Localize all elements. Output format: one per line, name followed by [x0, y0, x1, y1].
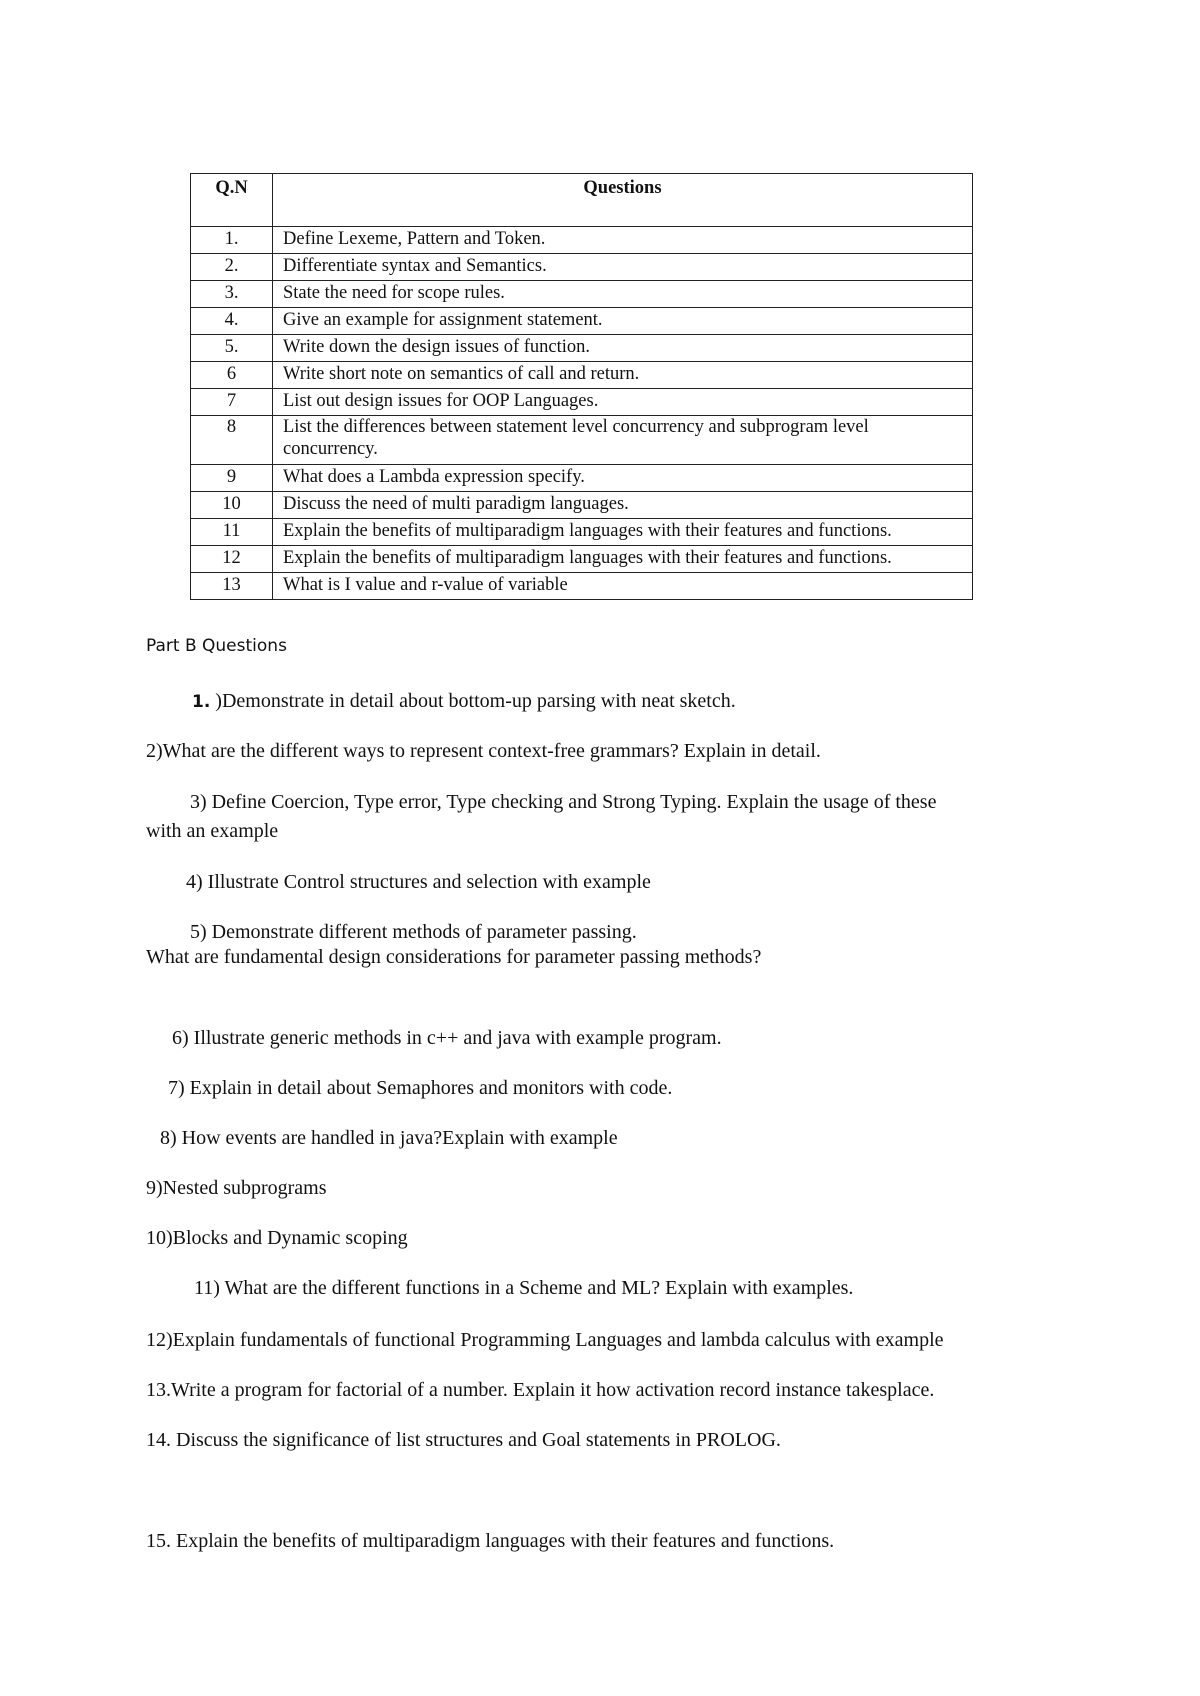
header-questions: Questions — [273, 174, 973, 227]
part-b-question-3-line-2: with an example — [146, 820, 279, 842]
question-number: 5. — [191, 335, 273, 362]
table-row — [191, 227, 973, 254]
part-b-question-11: 11) What are the different functions in a Scheme and ML? Explain with examples. — [194, 1277, 854, 1299]
question-text: Discuss the need of multi paradigm languages. — [273, 492, 973, 519]
question-text: Write down the design issues of function. — [273, 335, 973, 362]
question-number: 4. — [191, 308, 273, 335]
header-qn: Q.N — [191, 174, 273, 227]
table-row — [191, 335, 973, 362]
table-row — [191, 281, 973, 308]
part-b-question-3-line-1: 3) Define Coercion, Type error, Type checking and Strong Typing. Explain the usage of these — [190, 791, 937, 813]
question-text: List the differences between statement level concurrency and subprogram level concurrency. — [273, 416, 973, 465]
part-b-question-13: 13.Write a program for factorial of a number. Explain it how activation record instance takesplace. — [146, 1379, 935, 1401]
part-b-question-1 — [192, 688, 1092, 715]
table-row — [191, 546, 973, 573]
table-row — [191, 362, 973, 389]
question-number: 10 — [191, 492, 273, 519]
table-row — [191, 254, 973, 281]
question-number: 9 — [191, 465, 273, 492]
table-header-row — [191, 174, 973, 227]
part-b-question-9: 9)Nested subprograms — [146, 1177, 327, 1199]
question-text: Define Lexeme, Pattern and Token. — [273, 227, 973, 254]
part-b-question-2: 2)What are the different ways to represent context-free grammars? Explain in detail. — [146, 740, 821, 762]
table-row — [191, 308, 973, 335]
question-text: Write short note on semantics of call and return. — [273, 362, 973, 389]
question-number: 12 — [191, 546, 273, 573]
table-row — [191, 389, 973, 416]
question-number: 6 — [191, 362, 273, 389]
part-b-question-4: 4) Illustrate Control structures and selection with example — [186, 871, 651, 893]
question-number: 11 — [191, 519, 273, 546]
question-text: State the need for scope rules. — [273, 281, 973, 308]
table-row — [191, 492, 973, 519]
question-text: List out design issues for OOP Languages. — [273, 389, 973, 416]
part-b-question-15: 15. Explain the benefits of multiparadigm languages with their features and functions. — [146, 1530, 835, 1552]
table-row — [191, 573, 973, 600]
question-number: 13 — [191, 573, 273, 600]
part-a-question-table — [190, 173, 973, 600]
table-row — [191, 465, 973, 492]
table-row — [191, 519, 973, 546]
question-number: 3. — [191, 281, 273, 308]
question-text: Differentiate syntax and Semantics. — [273, 254, 973, 281]
question-text: Explain the benefits of multiparadigm languages with their features and functions. — [273, 546, 973, 573]
part-b-question-5-line-1: 5) Demonstrate different methods of parameter passing. — [190, 921, 637, 943]
part-b-question-10: 10)Blocks and Dynamic scoping — [146, 1227, 408, 1249]
part-b-heading: Part B Questions — [146, 636, 287, 656]
question-1-number: 1. — [192, 692, 211, 712]
question-number: 2. — [191, 254, 273, 281]
question-number: 1. — [191, 227, 273, 254]
question-text: What does a Lambda expression specify. — [273, 465, 973, 492]
part-b-question-5-line-2: What are fundamental design considerations for parameter passing methods? — [146, 946, 762, 968]
part-b-question-12: 12)Explain fundamentals of functional Programming Languages and lambda calculus with example — [146, 1329, 944, 1351]
table-row — [191, 416, 973, 465]
part-b-question-14: 14. Discuss the significance of list structures and Goal statements in PROLOG. — [146, 1429, 781, 1451]
part-b-question-6: 6) Illustrate generic methods in c++ and java with example program. — [172, 1027, 722, 1049]
question-number: 8 — [191, 416, 273, 465]
question-text: What is I value and r-value of variable — [273, 573, 973, 600]
question-1-text: )Demonstrate in detail about bottom-up parsing with neat sketch. — [215, 690, 736, 712]
question-text: Give an example for assignment statement. — [273, 308, 973, 335]
part-b-question-7: 7) Explain in detail about Semaphores and monitors with code. — [168, 1077, 673, 1099]
question-text: Explain the benefits of multiparadigm languages with their features and functions. — [273, 519, 973, 546]
question-number: 7 — [191, 389, 273, 416]
part-b-question-8: 8) How events are handled in java?Explain with example — [160, 1127, 618, 1149]
